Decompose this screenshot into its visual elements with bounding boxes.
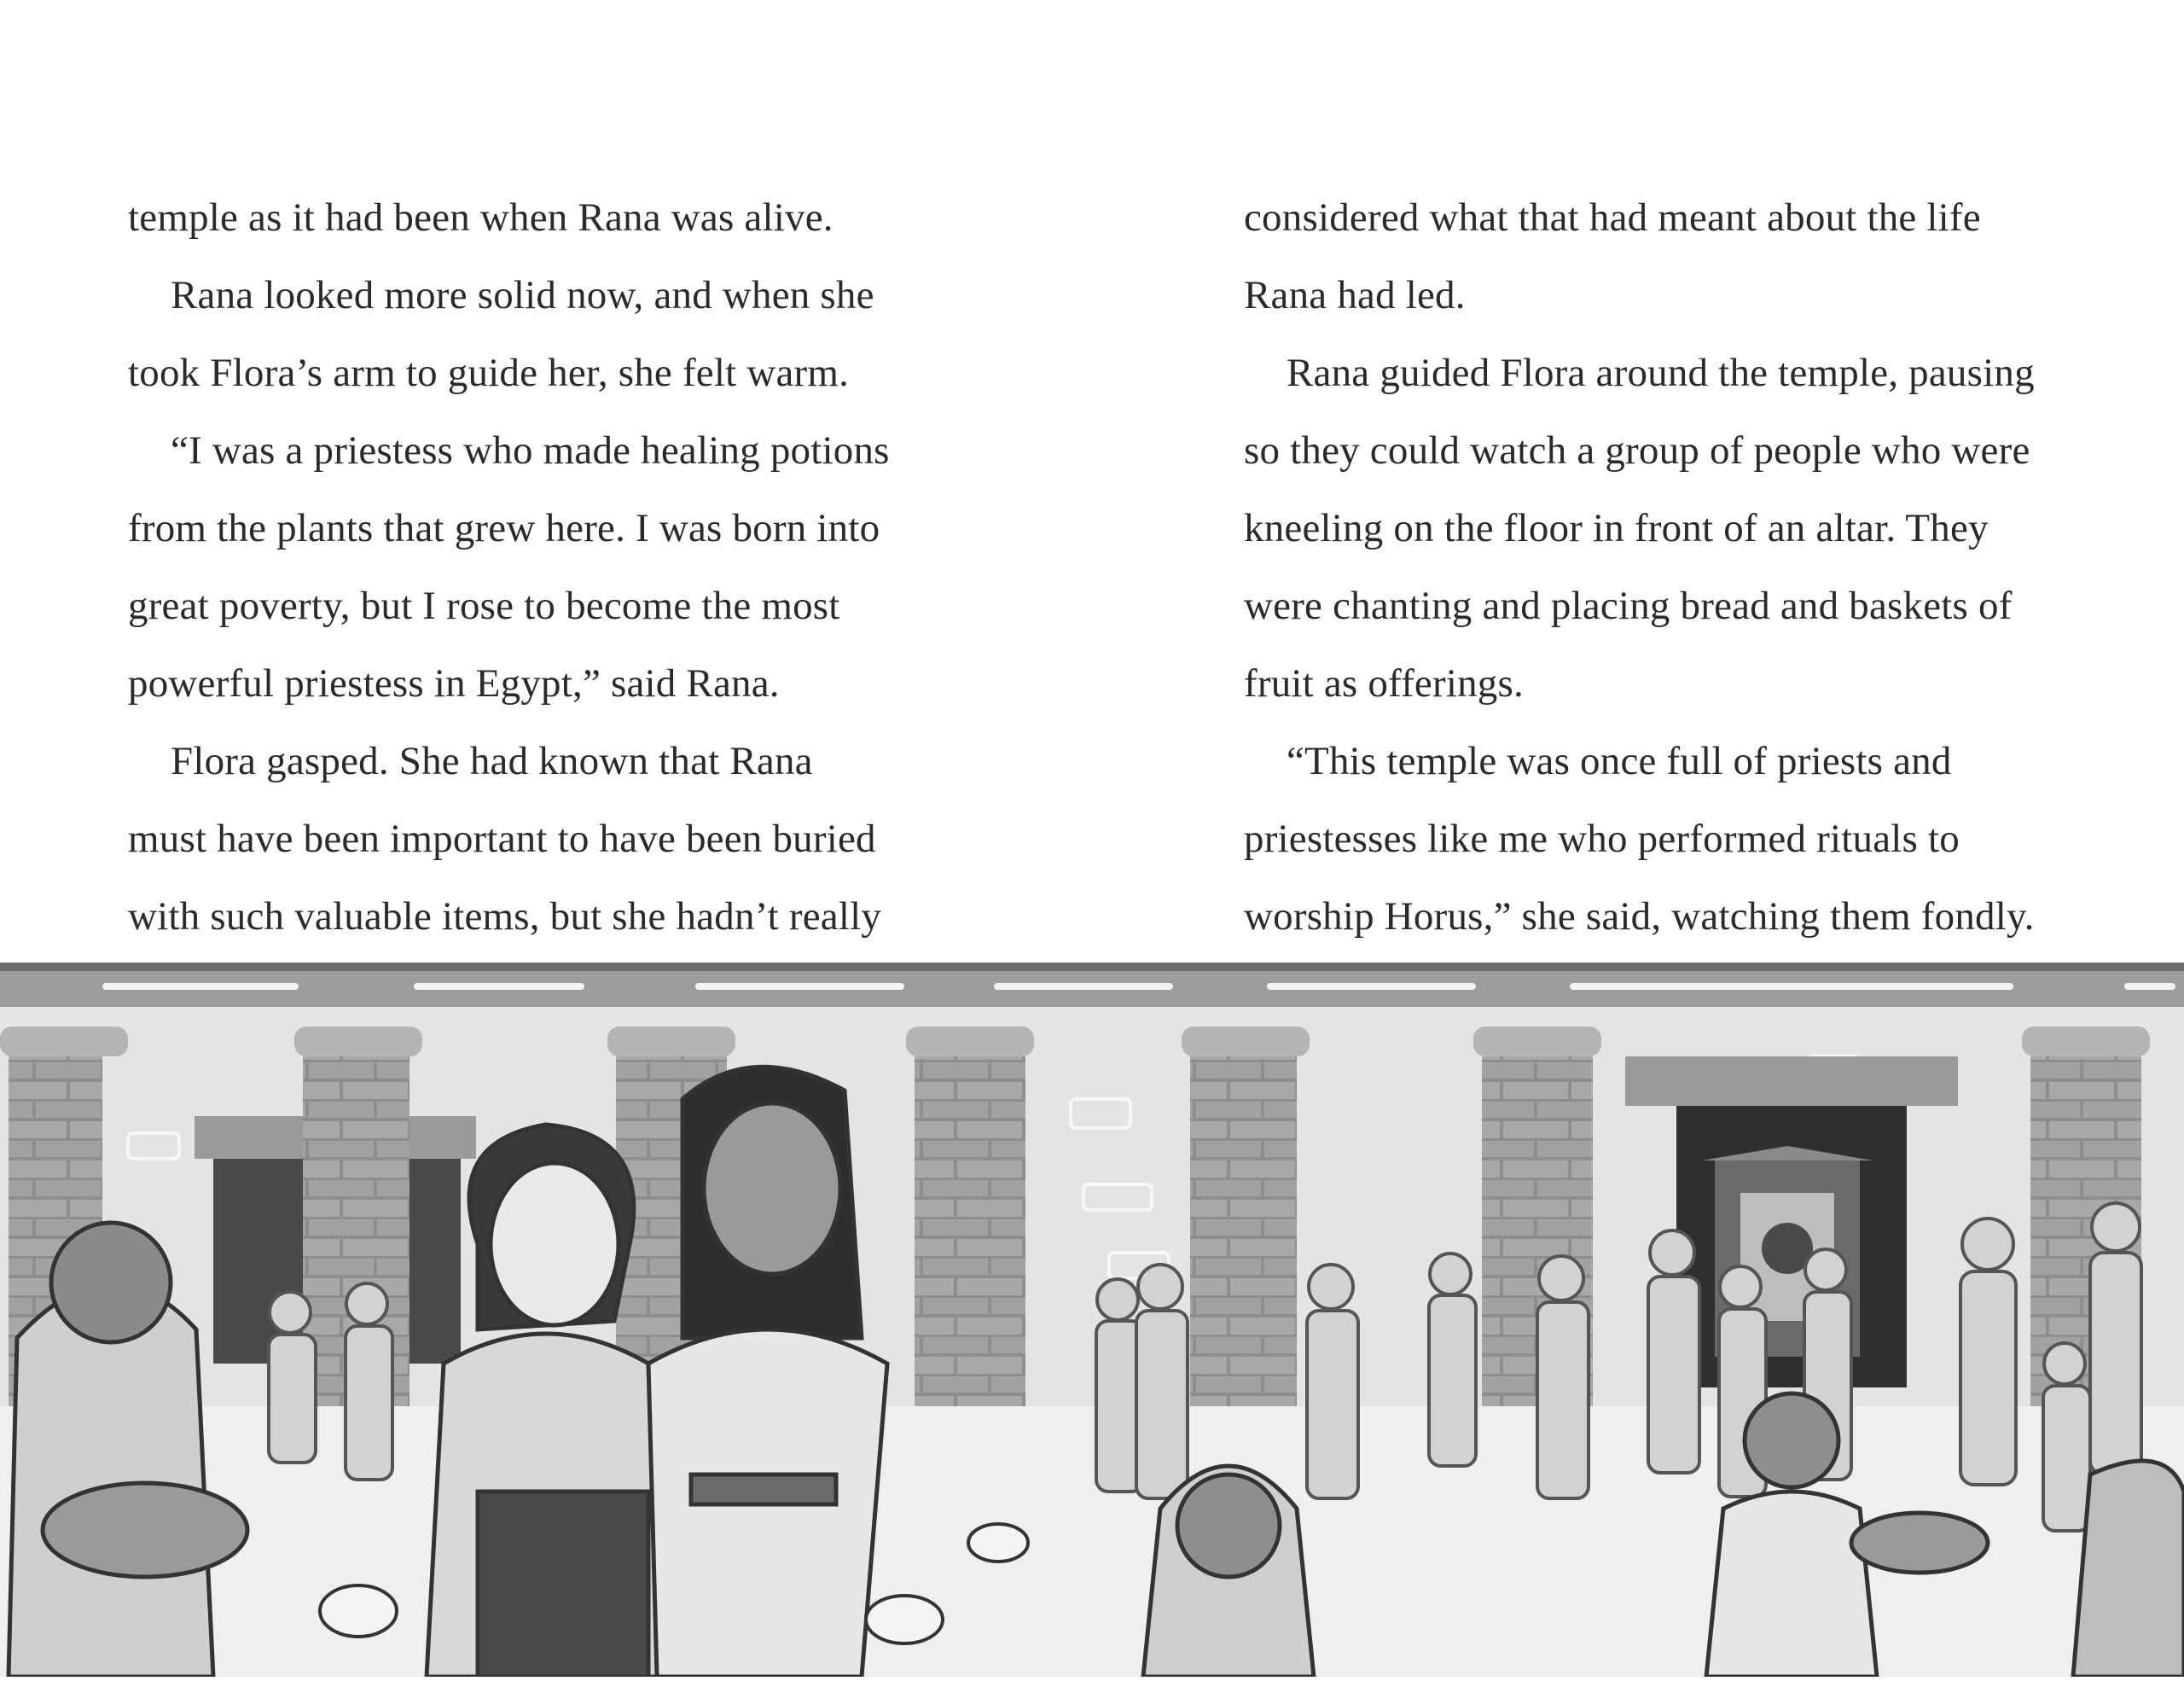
text-line: Flora gasped. She had known that Rana	[171, 739, 813, 783]
text-line: Rana looked more solid now, and when she	[171, 273, 874, 317]
page-text	[0, 179, 2184, 947]
man-eating-fruit	[1143, 1466, 1314, 1677]
text-line: Rana had led.	[1244, 273, 1466, 317]
text-line: great poverty, but I rose to become the most	[128, 584, 840, 628]
text-line: fruit as offerings.	[1244, 661, 1524, 706]
right-text-column	[1244, 179, 2097, 956]
text-line: kneeling on the floor in front of an altar. They	[1244, 506, 1989, 550]
temple-scene-svg	[0, 963, 2184, 1677]
temple-illustration	[0, 963, 2184, 1677]
text-line: were chanting and placing bread and baskets of	[1244, 584, 2013, 628]
text-line: considered what that had meant about the life	[1244, 195, 1981, 240]
text-line: worship Horus,” she said, watching them fondly.	[1244, 894, 2035, 939]
text-line: priestesses like me who performed rituals to	[1244, 817, 1960, 861]
text-line: must have been important to have been buried	[128, 817, 876, 861]
text-line: Rana guided Flora around the temple, pausing	[1287, 351, 2035, 395]
man-at-right-edge	[2073, 1461, 2184, 1677]
text-line: took Flora’s arm to guide her, she felt warm.	[128, 351, 850, 395]
text-line: temple as it had been when Rana was alive.	[128, 195, 834, 240]
text-line: “I was a priestess who made healing potions	[171, 428, 890, 473]
lintel-right	[1625, 1056, 1958, 1106]
text-line: powerful priestess in Egypt,” said Rana.	[128, 661, 780, 706]
text-line: “This temple was once full of priests and	[1287, 739, 1952, 783]
left-text-column	[128, 179, 981, 956]
text-line: from the plants that grew here. I was born into	[128, 506, 880, 550]
text-line: so they could watch a group of people who were	[1244, 428, 2030, 473]
text-line: with such valuable items, but she hadn’t really	[128, 894, 882, 939]
